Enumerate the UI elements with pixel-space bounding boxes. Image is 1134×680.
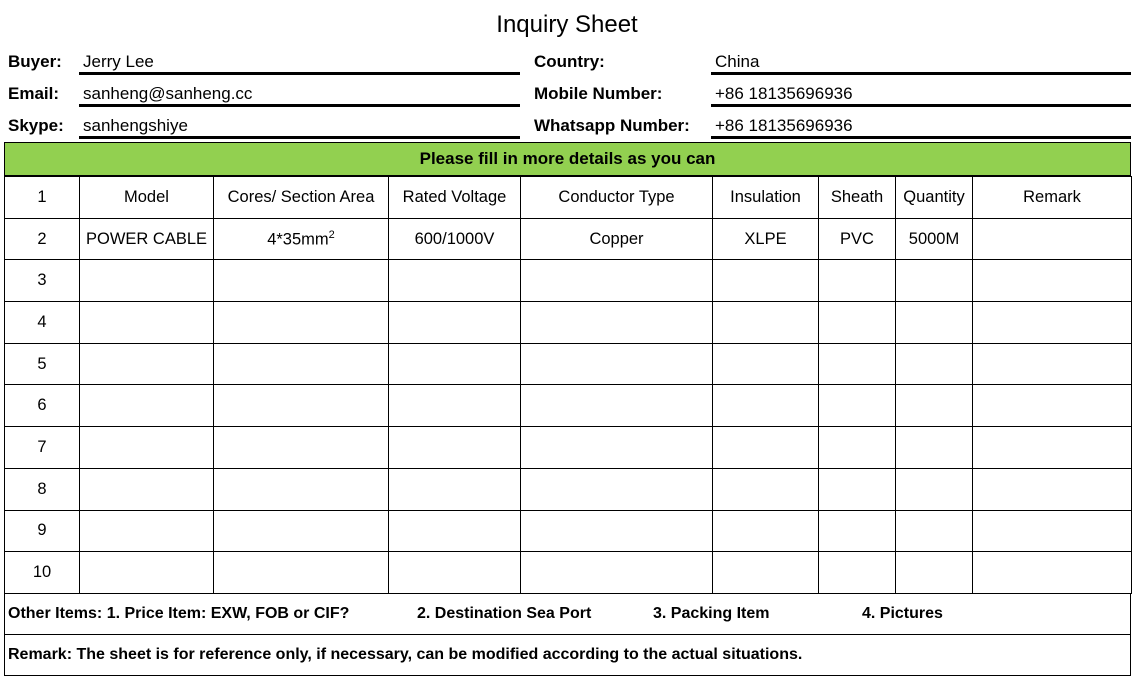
- row-number: 4: [5, 302, 80, 344]
- header-cell-sheath: Sheath: [819, 177, 896, 219]
- email-underline: [79, 104, 520, 107]
- quantity-cell[interactable]: 5000M: [896, 218, 973, 260]
- sheath-cell[interactable]: [819, 343, 896, 385]
- voltage-cell[interactable]: [389, 510, 521, 552]
- row-number: 7: [5, 427, 80, 469]
- remark-cell[interactable]: [973, 552, 1132, 594]
- model-cell[interactable]: [80, 260, 214, 302]
- row-number: 3: [5, 260, 80, 302]
- buyer-value: Jerry Lee: [83, 52, 154, 71]
- table-row: [5, 385, 1132, 427]
- pictures-text: 4. Pictures: [862, 605, 943, 622]
- whatsapp-underline: [711, 136, 1131, 139]
- country-label: Country:: [534, 52, 605, 71]
- table-row: [5, 302, 1132, 344]
- insulation-cell[interactable]: [713, 260, 819, 302]
- insulation-cell[interactable]: [713, 302, 819, 344]
- cores-cell[interactable]: [214, 552, 389, 594]
- cores-cell[interactable]: [214, 468, 389, 510]
- whatsapp-value: +86 18135696936: [715, 116, 853, 135]
- sheath-cell[interactable]: [819, 427, 896, 469]
- cores-cell[interactable]: [214, 343, 389, 385]
- country-value: China: [715, 52, 760, 71]
- insulation-cell[interactable]: [713, 427, 819, 469]
- remark-cell[interactable]: [973, 260, 1132, 302]
- cores-cell[interactable]: [214, 510, 389, 552]
- conductor-cell[interactable]: [521, 552, 713, 594]
- voltage-cell[interactable]: [389, 552, 521, 594]
- conductor-cell[interactable]: [521, 260, 713, 302]
- buyer-label: Buyer:: [8, 52, 62, 71]
- quantity-cell[interactable]: [896, 552, 973, 594]
- remark-cell[interactable]: [973, 302, 1132, 344]
- row-number: 6: [5, 385, 80, 427]
- model-cell[interactable]: POWER CABLE: [80, 218, 214, 260]
- skype-value: sanhengshiye: [83, 116, 188, 135]
- model-cell[interactable]: [80, 385, 214, 427]
- cores-cell[interactable]: [214, 218, 389, 260]
- sheath-cell[interactable]: [819, 552, 896, 594]
- voltage-cell[interactable]: 600/1000V: [389, 218, 521, 260]
- sheet-title: Inquiry Sheet: [496, 11, 638, 38]
- remark-row: [4, 634, 1131, 676]
- conductor-cell[interactable]: Copper: [521, 218, 713, 260]
- voltage-cell[interactable]: [389, 343, 521, 385]
- table-row: [5, 427, 1132, 469]
- insulation-cell[interactable]: [713, 468, 819, 510]
- header-cell-model: Model: [80, 177, 214, 219]
- cores-superscript: 2: [328, 228, 335, 241]
- table-row: [5, 260, 1132, 302]
- conductor-cell[interactable]: [521, 427, 713, 469]
- buyer-underline: [79, 72, 520, 75]
- sheath-cell[interactable]: [819, 260, 896, 302]
- sheath-cell[interactable]: [819, 510, 896, 552]
- conductor-cell[interactable]: [521, 468, 713, 510]
- voltage-cell[interactable]: [389, 302, 521, 344]
- header-cell-insulation: Insulation: [713, 177, 819, 219]
- table-row: [5, 552, 1132, 594]
- remark-cell[interactable]: [973, 427, 1132, 469]
- header-cell-voltage: Rated Voltage: [389, 177, 521, 219]
- cores-cell[interactable]: [214, 427, 389, 469]
- table-row: [5, 510, 1132, 552]
- quantity-cell[interactable]: [896, 427, 973, 469]
- details-banner: Please fill in more details as you can: [4, 142, 1131, 176]
- quantity-cell[interactable]: [896, 260, 973, 302]
- insulation-cell[interactable]: [713, 385, 819, 427]
- mobile-underline: [711, 104, 1131, 107]
- row-number: 10: [5, 552, 80, 594]
- header-cell-conductor: Conductor Type: [521, 177, 713, 219]
- conductor-cell[interactable]: [521, 385, 713, 427]
- row-number: 9: [5, 510, 80, 552]
- model-cell[interactable]: [80, 427, 214, 469]
- remark-cell[interactable]: [973, 468, 1132, 510]
- voltage-cell[interactable]: [389, 468, 521, 510]
- sheath-cell[interactable]: [819, 302, 896, 344]
- remark-cell[interactable]: [973, 218, 1132, 260]
- table-row: [5, 218, 1132, 260]
- row-number: 8: [5, 468, 80, 510]
- voltage-cell[interactable]: [389, 260, 521, 302]
- insulation-cell[interactable]: XLPE: [713, 218, 819, 260]
- header-cell-no: 1: [5, 177, 80, 219]
- email-value: sanheng@sanheng.cc: [83, 84, 253, 103]
- cores-value: 4*35mm: [267, 230, 329, 249]
- other-items-row: [4, 593, 1131, 635]
- conductor-cell[interactable]: [521, 343, 713, 385]
- sheath-cell[interactable]: PVC: [819, 218, 896, 260]
- items-table: [4, 176, 1132, 594]
- row-number: 5: [5, 343, 80, 385]
- remark-cell[interactable]: [973, 510, 1132, 552]
- model-cell[interactable]: [80, 510, 214, 552]
- header-cell-cores: Cores/ Section Area: [214, 177, 389, 219]
- table-header-row: [5, 177, 1132, 219]
- remark-cell[interactable]: [973, 385, 1132, 427]
- quantity-cell[interactable]: [896, 385, 973, 427]
- conductor-cell[interactable]: [521, 302, 713, 344]
- insulation-cell[interactable]: [713, 552, 819, 594]
- skype-underline: [79, 136, 520, 139]
- insulation-cell[interactable]: [713, 510, 819, 552]
- table-row: [5, 343, 1132, 385]
- destination-port-text: 2. Destination Sea Port: [417, 605, 592, 622]
- conductor-cell[interactable]: [521, 510, 713, 552]
- model-cell[interactable]: [80, 343, 214, 385]
- quantity-cell[interactable]: [896, 468, 973, 510]
- remark-cell[interactable]: [973, 343, 1132, 385]
- insulation-cell[interactable]: [713, 343, 819, 385]
- voltage-cell[interactable]: [389, 385, 521, 427]
- cores-cell[interactable]: [214, 385, 389, 427]
- model-cell[interactable]: [80, 552, 214, 594]
- quantity-cell[interactable]: [896, 302, 973, 344]
- sheath-cell[interactable]: [819, 385, 896, 427]
- model-cell[interactable]: [80, 302, 214, 344]
- cores-cell[interactable]: [214, 260, 389, 302]
- model-cell[interactable]: [80, 468, 214, 510]
- skype-label: Skype:: [8, 116, 64, 135]
- email-label: Email:: [8, 84, 60, 103]
- quantity-cell[interactable]: [896, 510, 973, 552]
- cores-cell[interactable]: [214, 302, 389, 344]
- whatsapp-label: Whatsapp Number:: [534, 116, 690, 135]
- voltage-cell[interactable]: [389, 427, 521, 469]
- header-cell-remark: Remark: [973, 177, 1132, 219]
- country-underline: [711, 72, 1131, 75]
- row-number: 2: [5, 218, 80, 260]
- mobile-value: +86 18135696936: [715, 84, 853, 103]
- packing-item-text: 3. Packing Item: [653, 605, 770, 622]
- quantity-cell[interactable]: [896, 343, 973, 385]
- other-items-text: Other Items: 1. Price Item: EXW, FOB or CIF?: [8, 605, 350, 622]
- table-row: [5, 468, 1132, 510]
- header-cell-quantity: Quantity: [896, 177, 973, 219]
- remark-note-text: Remark: The sheet is for reference only, if necessary, can be modified according to the actual situations.: [8, 646, 803, 663]
- sheath-cell[interactable]: [819, 468, 896, 510]
- mobile-label: Mobile Number:: [534, 84, 663, 103]
